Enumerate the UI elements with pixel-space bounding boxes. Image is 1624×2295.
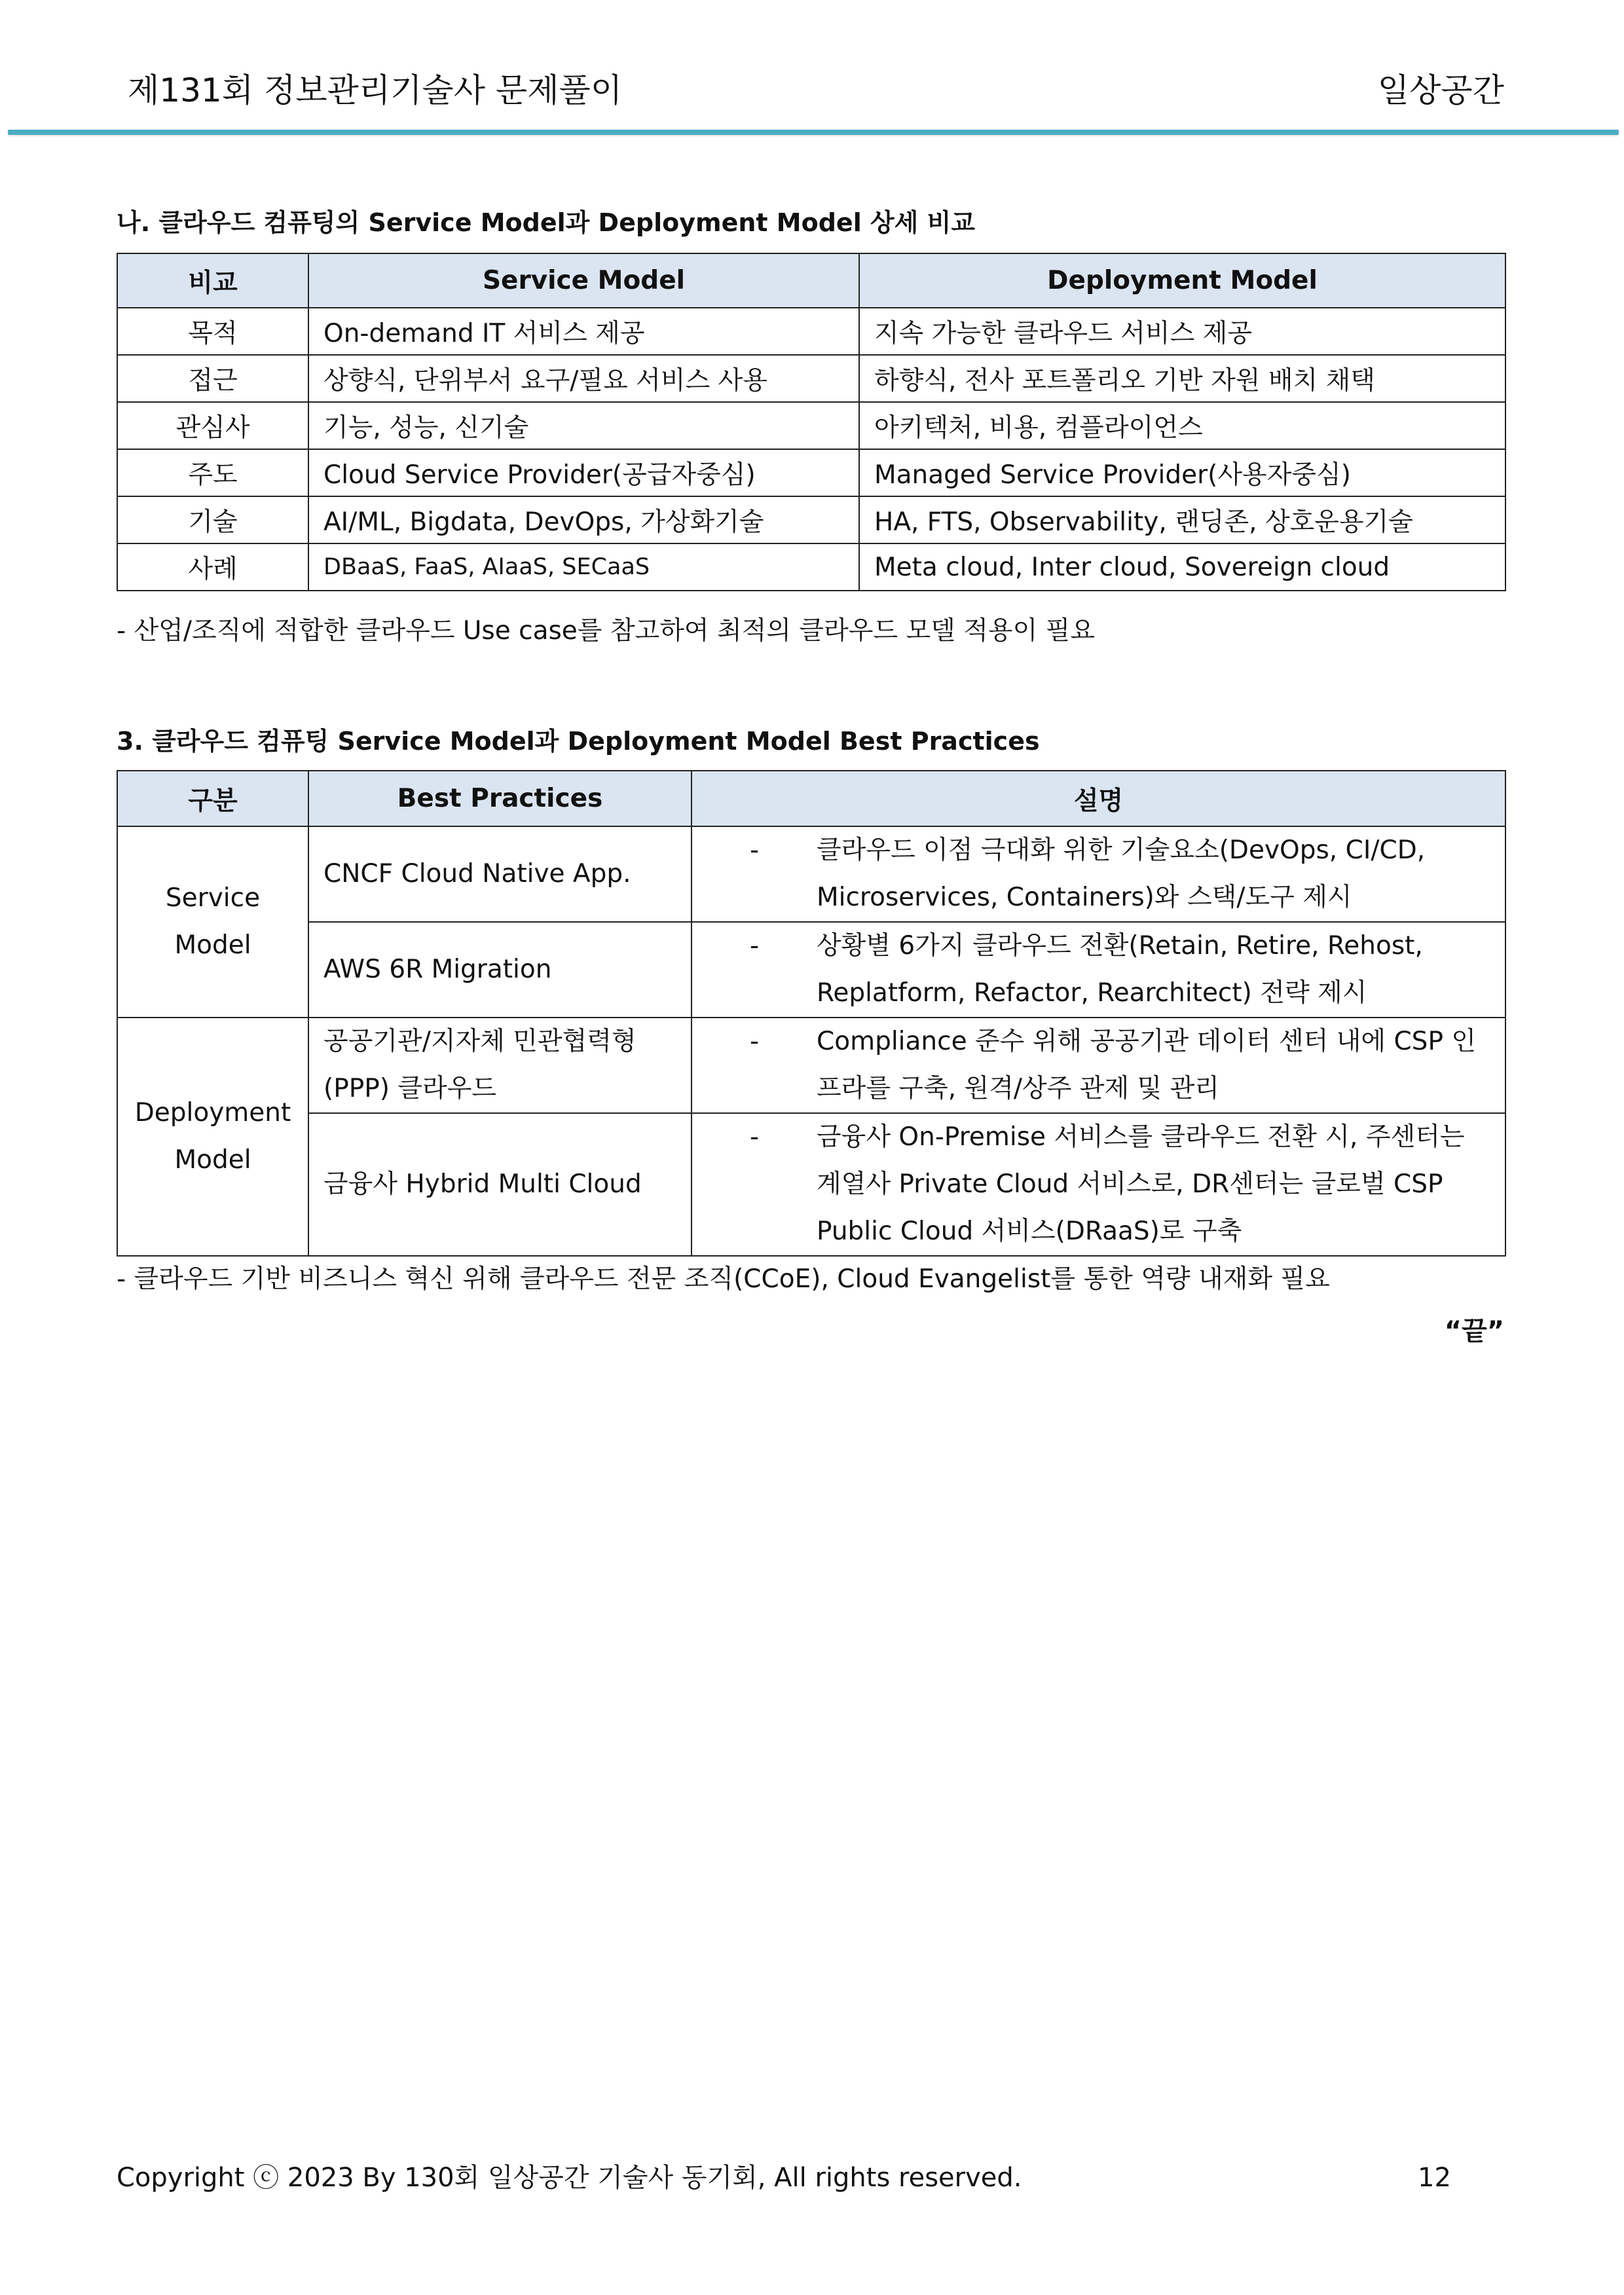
description-text: 클라우드 이점 극대화 위한 기술요소(DevOps, CI/CD, Microservices, Containers)와 스택/도구 제시: [817, 835, 1426, 912]
group-label-line: Deployment: [134, 1098, 291, 1128]
description-cell: [692, 1018, 1505, 1113]
row-label: 목적: [117, 308, 308, 355]
footer-copyright: Copyright ⓒ 2023 By 130회 일상공간 기술사 동기회, All rights reserved.: [117, 2163, 1022, 2193]
table-row: [117, 1018, 1505, 1113]
table-row: [117, 308, 1505, 355]
bullet-dash: -: [749, 931, 760, 961]
deployment-model-cell: HA, FTS, Observability, 랜딩존, 상호운용기술: [859, 496, 1505, 543]
row-label: 관심사: [117, 402, 308, 449]
end-mark: “끝”: [1444, 1316, 1504, 1346]
header-divider: [8, 130, 1619, 135]
table-row: [117, 1113, 1505, 1256]
group-label-line: Service: [165, 883, 261, 913]
table-header-row: [117, 771, 1505, 826]
deployment-model-cell: Meta cloud, Inter cloud, Sovereign cloud: [859, 543, 1505, 591]
table-row: [117, 402, 1505, 449]
best-practice-cell: AWS 6R Migration: [308, 922, 692, 1018]
group-label: [117, 826, 308, 1018]
section-note: - 클라우드 기반 비즈니스 혁신 위해 클라우드 전문 조직(CCoE), Cloud Evangelist를 통한 역량 내재화 필요: [117, 1264, 1330, 1294]
service-model-cell: DBaaS, FaaS, AIaaS, SECaaS: [308, 543, 859, 591]
column-header: 설명: [692, 771, 1505, 826]
table-row: [117, 826, 1505, 922]
service-model-cell: AI/ML, Bigdata, DevOps, 가상화기술: [308, 496, 859, 543]
table-row: [117, 543, 1505, 591]
page-header: [128, 64, 1504, 117]
header-title: 제131회 정보관리기술사 문제풀이: [128, 71, 623, 109]
group-label-line: Model: [174, 930, 251, 960]
group-label: [117, 1018, 308, 1256]
row-label: 접근: [117, 355, 308, 402]
best-practice-cell: CNCF Cloud Native App.: [308, 826, 692, 922]
description-text: Compliance 준수 위해 공공기관 데이터 센터 내에 CSP 인프라를 구축, 원격/상주 관제 및 관리: [817, 1027, 1477, 1103]
section-title-best-practices: 3. 클라우드 컴퓨팅 Service Model과 Deployment Model Best Practices: [117, 727, 1040, 756]
table-row: [117, 922, 1505, 1018]
description-cell: [692, 922, 1505, 1018]
column-header: Service Model: [308, 253, 859, 308]
column-header: 비교: [117, 253, 308, 308]
service-model-cell: Cloud Service Provider(공급자중심): [308, 449, 859, 496]
bullet-dash: -: [749, 835, 760, 865]
row-label: 기술: [117, 496, 308, 543]
table-row: [117, 449, 1505, 496]
description-text: 상황별 6가지 클라우드 전환(Retain, Retire, Rehost, Replatform, Refactor, Rearchitect) 전략 제시: [817, 931, 1423, 1008]
column-header: Deployment Model: [859, 253, 1505, 308]
description-cell: [692, 826, 1505, 922]
bullet-dash: -: [749, 1027, 760, 1056]
table-header-row: [117, 253, 1505, 308]
service-model-cell: 기능, 성능, 신기술: [308, 402, 859, 449]
best-practice-cell: 금융사 Hybrid Multi Cloud: [308, 1113, 692, 1256]
row-label: 주도: [117, 449, 308, 496]
column-header: Best Practices: [308, 771, 692, 826]
row-label: 사례: [117, 543, 308, 591]
comparison-table: [117, 253, 1506, 591]
bullet-dash: -: [749, 1122, 760, 1152]
page-number: 12: [1418, 2163, 1451, 2193]
deployment-model-cell: 아키텍처, 비용, 컴플라이언스: [859, 402, 1505, 449]
deployment-model-cell: 하향식, 전사 포트폴리오 기반 자원 배치 채택: [859, 355, 1505, 402]
column-header: 구분: [117, 771, 308, 826]
service-model-cell: On-demand IT 서비스 제공: [308, 308, 859, 355]
description-cell: [692, 1113, 1505, 1256]
section-title-comparison: 나. 클라우드 컴퓨팅의 Service Model과 Deployment Model 상세 비교: [117, 208, 976, 237]
best-practices-table: [117, 770, 1506, 1257]
header-brand: 일상공간: [1377, 71, 1504, 109]
description-text: 금융사 On-Premise 서비스를 클라우드 전환 시, 주센터는 계열사 Private Cloud 서비스로, DR센터는 글로벌 CSP Public Cloud 서비스(DRaaS)로 구축: [817, 1122, 1465, 1246]
group-label-line: Model: [174, 1145, 251, 1175]
best-practice-cell: 공공기관/지자체 민관협력형 (PPP) 클라우드: [308, 1018, 692, 1113]
service-model-cell: 상향식, 단위부서 요구/필요 서비스 사용: [308, 355, 859, 402]
section-note: - 산업/조직에 적합한 클라우드 Use case를 참고하여 최적의 클라우드 모델 적용이 필요: [117, 616, 1095, 646]
table-row: [117, 496, 1505, 543]
deployment-model-cell: Managed Service Provider(사용자중심): [859, 449, 1505, 496]
deployment-model-cell: 지속 가능한 클라우드 서비스 제공: [859, 308, 1505, 355]
table-row: [117, 355, 1505, 402]
